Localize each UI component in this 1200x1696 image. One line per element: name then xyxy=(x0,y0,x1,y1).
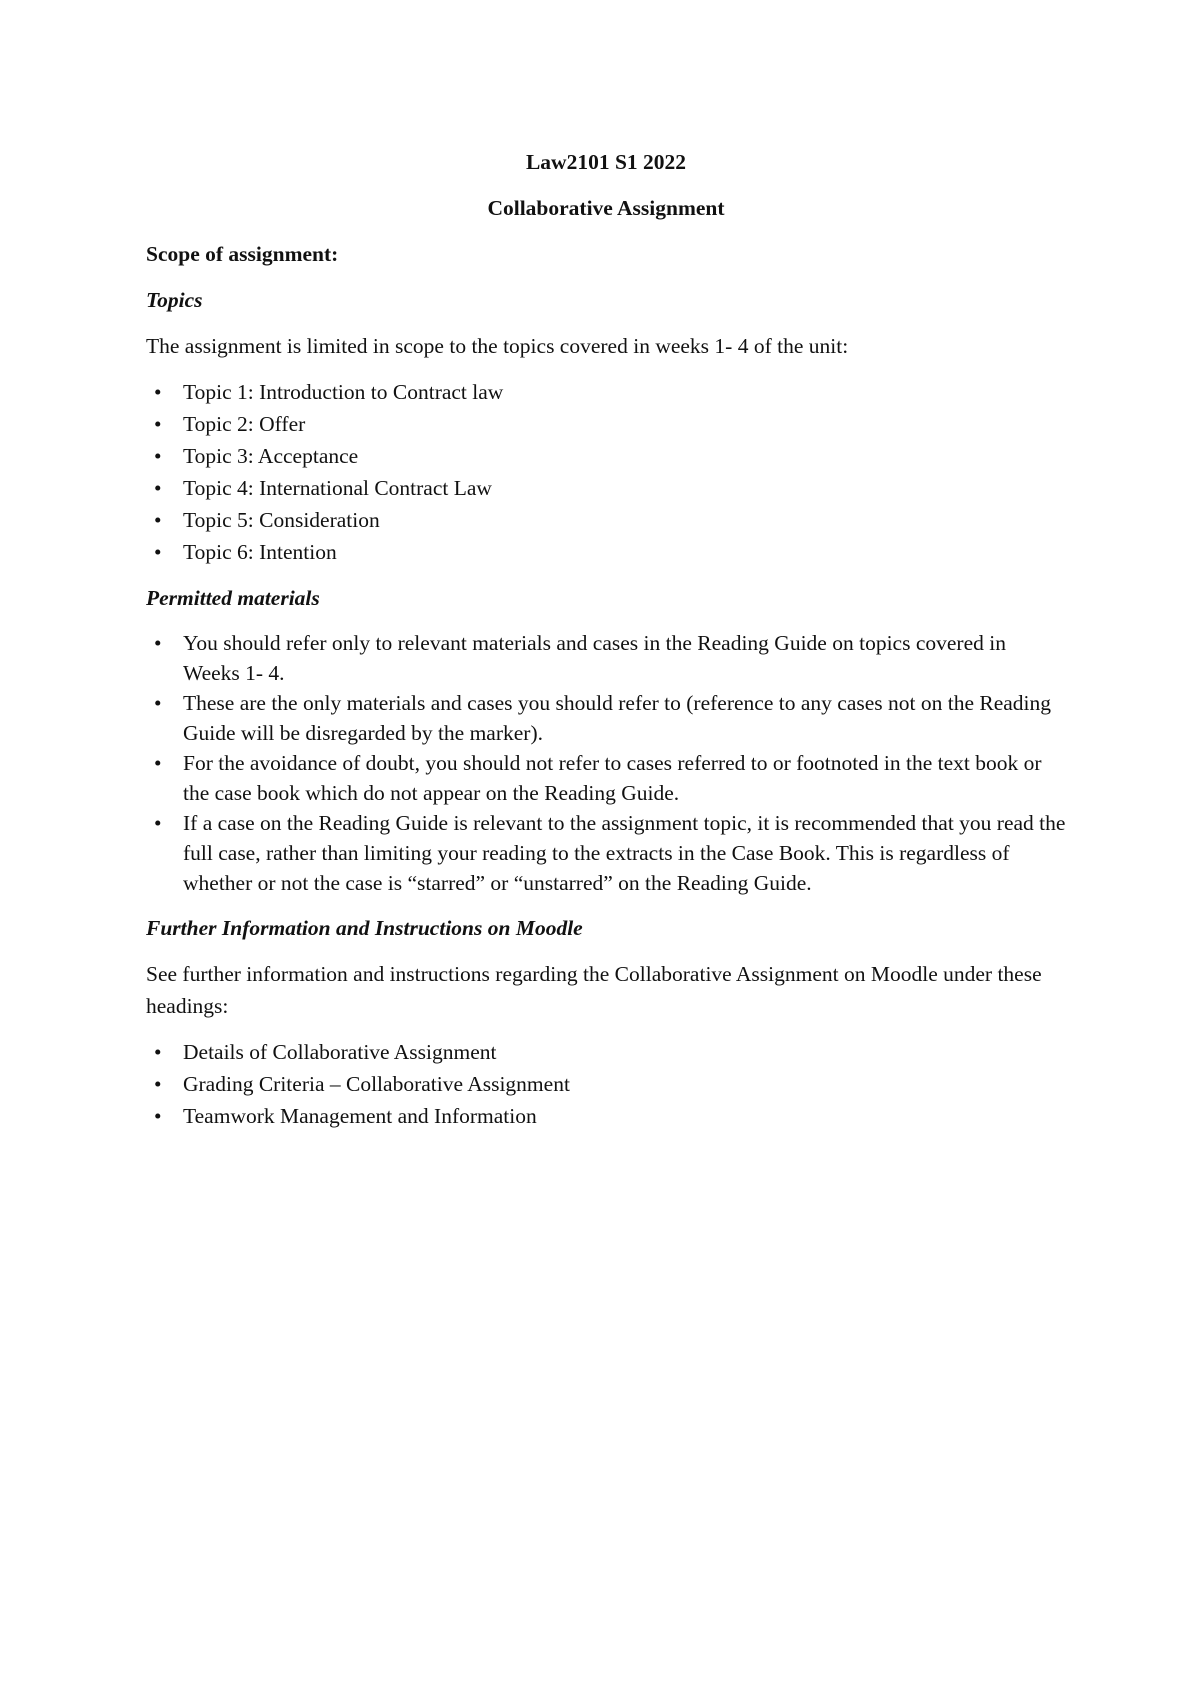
list-item xyxy=(146,1068,1066,1100)
document-subtitle: Collaborative Assignment xyxy=(487,196,725,220)
further-heading: Further Information and Instructions on Moodle xyxy=(146,916,583,940)
bullet-icon: • xyxy=(154,1104,162,1128)
bullet-icon: • xyxy=(154,380,162,404)
permitted-text: These are the only materials and cases you should refer to (reference to any cases not on the Reading Guide will be disregarded by the marker). xyxy=(183,691,1052,745)
bullet-icon: • xyxy=(154,811,162,835)
list-item xyxy=(146,808,1066,898)
list-item xyxy=(146,472,1066,504)
list-item xyxy=(146,688,1066,748)
list-item xyxy=(146,408,1066,440)
bullet-icon: • xyxy=(154,1040,162,1064)
further-list xyxy=(146,1036,1066,1132)
topic-text: Topic 2: Offer xyxy=(183,412,306,436)
further-text: Details of Collaborative Assignment xyxy=(183,1040,497,1064)
topics-intro: The assignment is limited in scope to the topics covered in weeks 1- 4 of the unit: xyxy=(146,334,849,358)
topic-text: Topic 1: Introduction to Contract law xyxy=(183,380,504,404)
bullet-icon: • xyxy=(154,476,162,500)
document-title: Law2101 S1 2022 xyxy=(525,150,687,174)
permitted-text: For the avoidance of doubt, you should not refer to cases referred to or footnoted in the text book or the case book which do not appear on the Reading Guide. xyxy=(183,751,1042,805)
permitted-list xyxy=(146,628,1066,898)
further-intro: See further information and instructions regarding the Collaborative Assignment on Moodle under these headings: xyxy=(146,962,1042,1018)
permitted-text: If a case on the Reading Guide is relevant to the assignment topic, it is recommended that you read the full case, rather than limiting your reading to the extracts in the Case Book. This is regardless of whether or not the case is “starred” or “unstarred” on the Reading Guide. xyxy=(183,811,1066,895)
bullet-icon: • xyxy=(154,1072,162,1096)
topic-text: Topic 5: Consideration xyxy=(183,508,380,532)
list-item xyxy=(146,504,1066,536)
topic-text: Topic 6: Intention xyxy=(183,540,337,564)
list-item xyxy=(146,628,1066,688)
scope-heading: Scope of assignment: xyxy=(146,242,339,266)
list-item xyxy=(146,440,1066,472)
bullet-icon: • xyxy=(154,444,162,468)
further-text: Grading Criteria – Collaborative Assignment xyxy=(183,1072,570,1096)
list-item xyxy=(146,376,1066,408)
bullet-icon: • xyxy=(154,508,162,532)
permitted-heading: Permitted materials xyxy=(146,586,320,610)
topics-list xyxy=(146,376,1066,568)
topic-text: Topic 4: International Contract Law xyxy=(183,476,492,500)
bullet-icon: • xyxy=(154,751,162,775)
topics-heading: Topics xyxy=(146,288,203,312)
list-item xyxy=(146,1036,1066,1068)
bullet-icon: • xyxy=(154,540,162,564)
list-item xyxy=(146,1100,1066,1132)
bullet-icon: • xyxy=(154,412,162,436)
further-text: Teamwork Management and Information xyxy=(183,1104,537,1128)
topic-text: Topic 3: Acceptance xyxy=(183,444,359,468)
list-item xyxy=(146,748,1066,808)
permitted-text: You should refer only to relevant materials and cases in the Reading Guide on topics covered in Weeks 1- 4. xyxy=(183,631,1006,685)
bullet-icon: • xyxy=(154,691,162,715)
bullet-icon: • xyxy=(154,631,162,655)
document-page xyxy=(146,146,1066,1146)
list-item xyxy=(146,536,1066,568)
